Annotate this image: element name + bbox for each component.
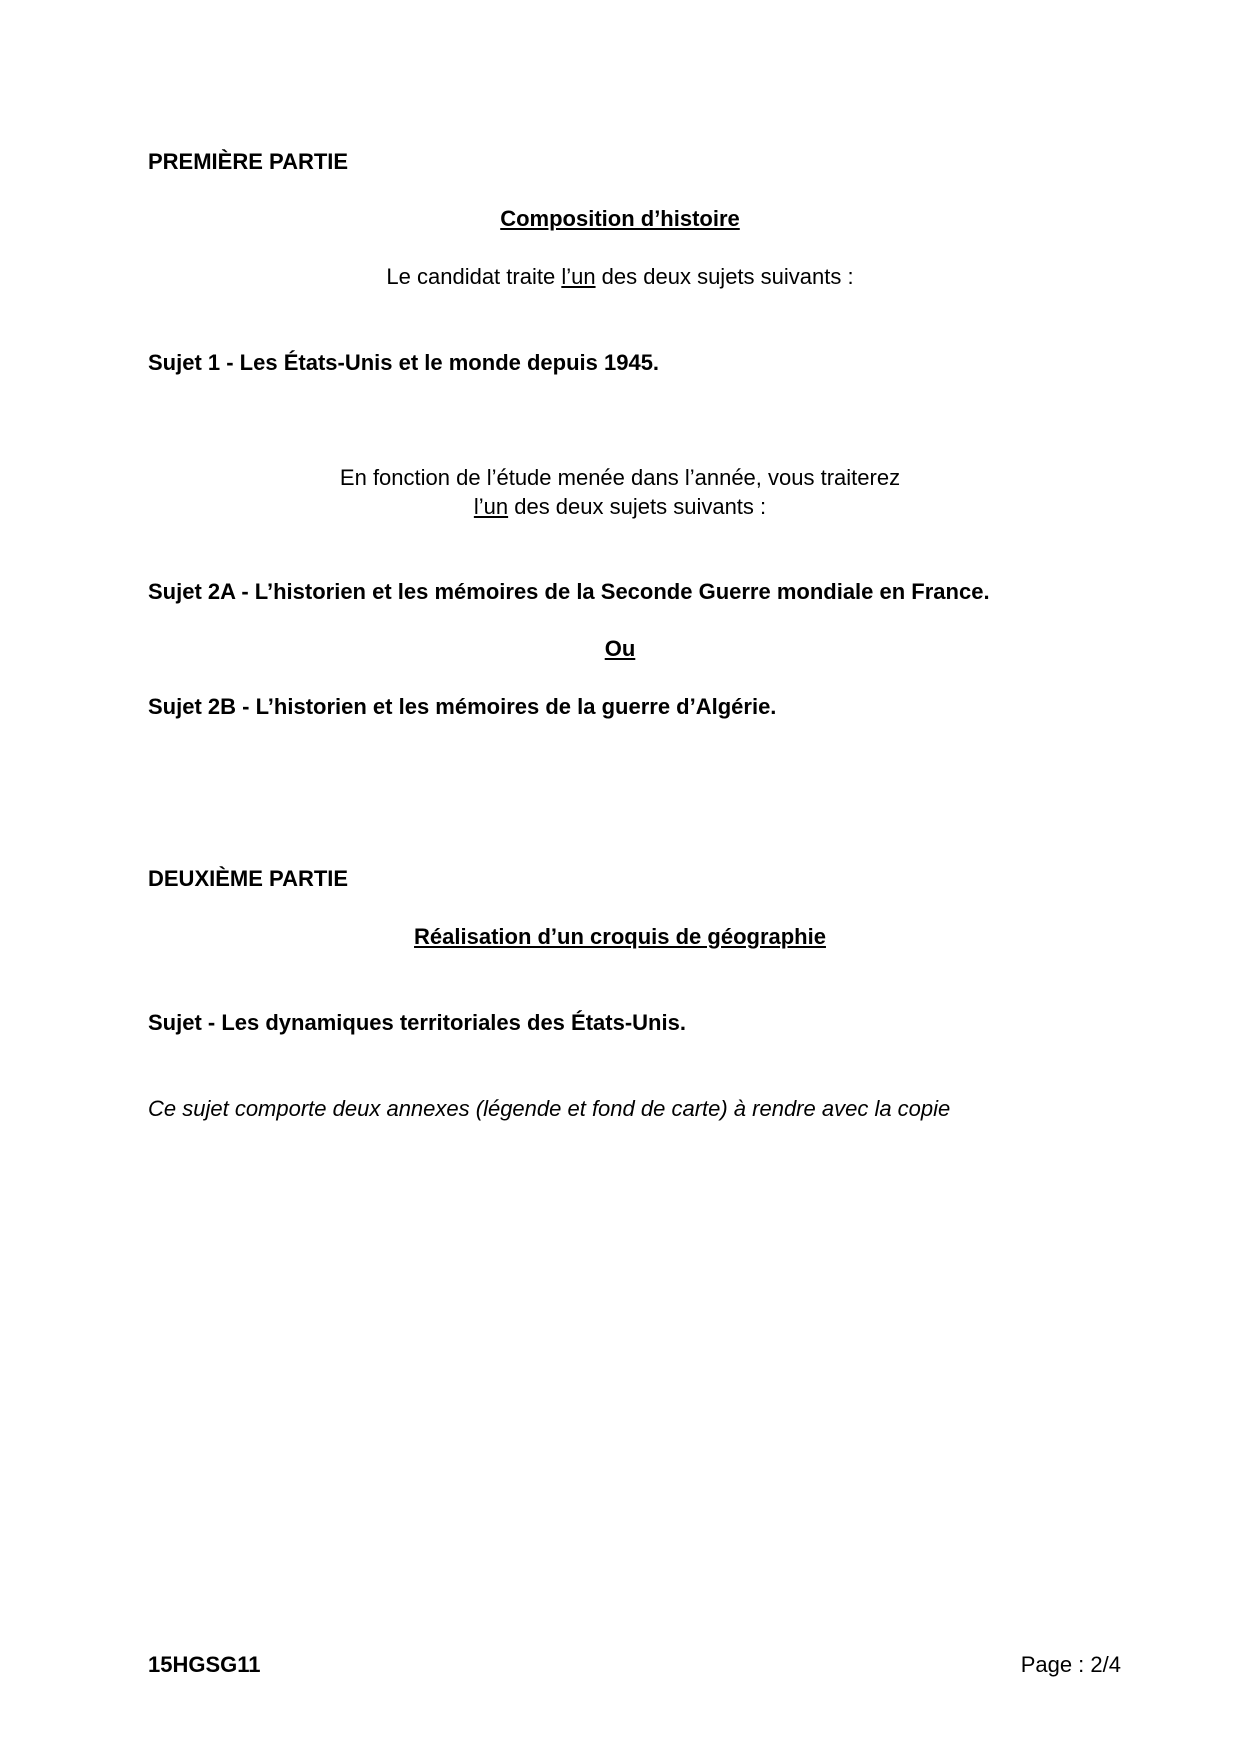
part2-subheading: Réalisation d’un croquis de géographie: [414, 924, 826, 949]
footer-page-number: Page : 2/4: [1020, 1652, 1121, 1677]
part2-subject: Sujet - Les dynamiques territoriales des États-Unis.: [148, 1010, 686, 1035]
part1-subheading: Composition d’histoire: [500, 206, 740, 231]
instruction-text-end: des deux sujets suivants :: [595, 264, 854, 289]
instruction2-text: des deux sujets suivants :: [508, 494, 767, 519]
part2-heading: DEUXIÈME PARTIE: [148, 866, 349, 891]
or-separator: Ou: [604, 636, 636, 661]
instruction-text: Le candidat traite: [386, 264, 562, 289]
part1-instruction: [0, 264, 1240, 290]
instruction-underlined: l’un: [561, 264, 596, 289]
instruction2-line2: [0, 494, 1240, 520]
subject-2b: Sujet 2B - L’historien et les mémoires de la guerre d’Algérie.: [148, 694, 777, 719]
annex-note: Ce sujet comporte deux annexes (légende et fond de carte) à rendre avec la copie: [148, 1096, 951, 1121]
footer-code: 15HGSG11: [148, 1652, 261, 1677]
part1-heading: PREMIÈRE PARTIE: [148, 149, 349, 174]
subject-1: Sujet 1 - Les États-Unis et le monde depuis 1945.: [148, 350, 660, 375]
instruction2-underlined: l’un: [473, 494, 509, 519]
subject-2a: Sujet 2A - L’historien et les mémoires de la Seconde Guerre mondiale en France.: [148, 579, 990, 604]
instruction2-line1: En fonction de l’étude menée dans l’année, vous traiterez: [339, 465, 901, 490]
